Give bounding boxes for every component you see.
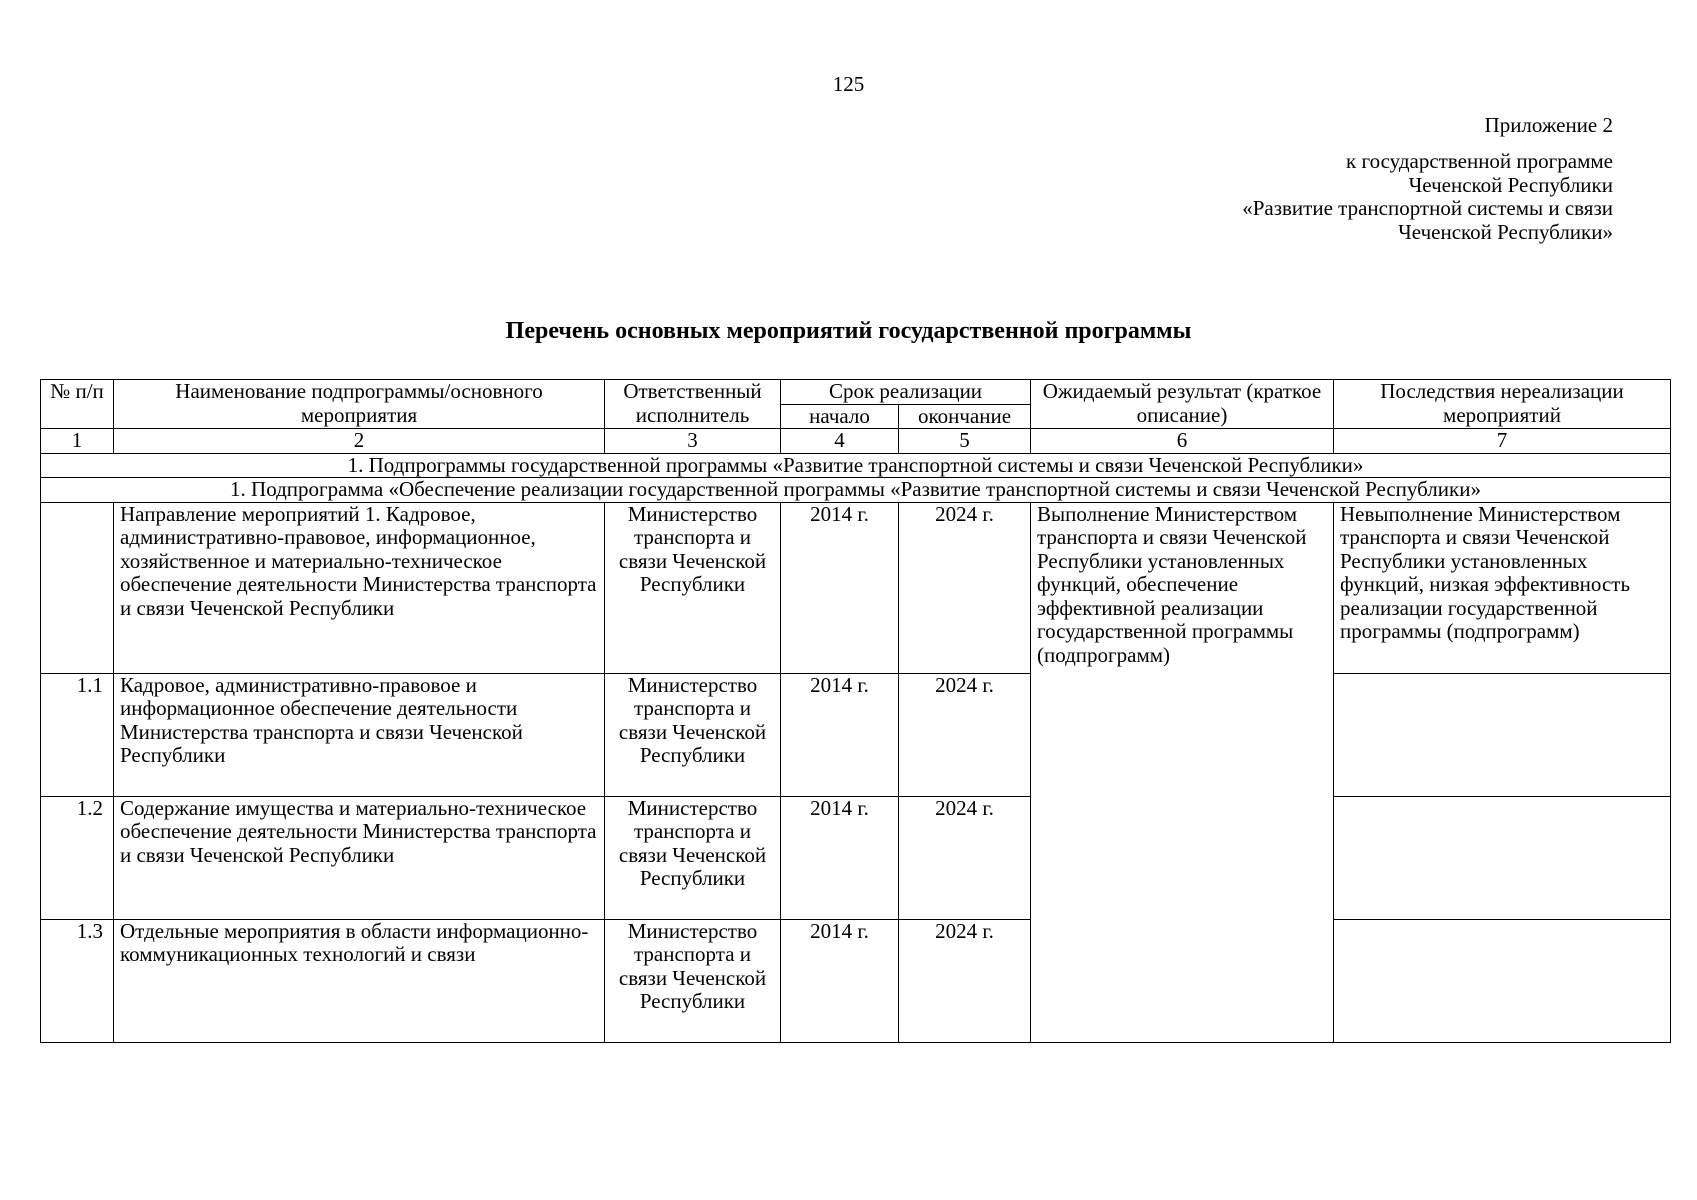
column-number: 7 <box>1334 429 1671 454</box>
row-executor: Министерство транспорта и связи Чеченской Республики <box>605 796 781 919</box>
header-row <box>41 380 1671 405</box>
row-start: 2014 г. <box>781 502 899 673</box>
row-executor: Министерство транспорта и связи Чеченской Республики <box>605 673 781 796</box>
header-result: Ожидаемый результат (краткое описание) <box>1031 380 1334 429</box>
row-consequences <box>1334 796 1671 919</box>
header-consequences: Последствия нереализации мероприятий <box>1334 380 1671 429</box>
header-executor: Ответственный исполнитель <box>605 380 781 429</box>
table-row <box>41 919 1671 1042</box>
column-number: 2 <box>114 429 605 454</box>
table-row <box>41 673 1671 796</box>
row-start: 2014 г. <box>781 673 899 796</box>
row-name: Кадровое, административно-правовое и информационное обеспечение деятельности Министерства транспорта и связи Чеченской Республики <box>114 673 605 796</box>
section-title: 1. Подпрограммы государственной программы «Развитие транспортной системы и связи Чеченской Республики» <box>41 453 1671 478</box>
appendix-line: к государственной программе <box>1346 149 1613 173</box>
header-num: № п/п <box>41 380 114 429</box>
header-end: окончание <box>899 404 1031 429</box>
row-consequences: Невыполнение Министерством транспорта и связи Чеченской Республики установленных функций, низкая эффективность реализации государственной программы (подпрограмм) <box>1334 502 1671 673</box>
row-end: 2024 г. <box>899 673 1031 796</box>
header-period: Срок реализации <box>781 380 1031 405</box>
header-name: Наименование подпрограммы/основного мероприятия <box>114 380 605 429</box>
column-number: 6 <box>1031 429 1334 454</box>
appendix-description <box>1242 150 1613 244</box>
row-executor: Министерство транспорта и связи Чеченской Республики <box>605 919 781 1042</box>
subprogram-row <box>41 478 1671 503</box>
row-consequences <box>1334 673 1671 796</box>
row-num: 1.2 <box>41 796 114 919</box>
row-num: 1.1 <box>41 673 114 796</box>
shared-result: Выполнение Министерством транспорта и связи Чеченской Республики установленных функций, обеспечение эффективной реализации государственной программы (подпрограмм) <box>1031 502 1334 1042</box>
table-row <box>41 796 1671 919</box>
column-numbers-row <box>41 429 1671 454</box>
page-number: 125 <box>832 72 865 96</box>
row-name: Отдельные мероприятия в области информационно-коммуникационных технологий и связи <box>114 919 605 1042</box>
appendix-line: Чеченской Республики» <box>1398 219 1613 244</box>
row-executor: Министерство транспорта и связи Чеченской Республики <box>605 502 781 673</box>
table-row <box>41 502 1671 673</box>
column-number: 3 <box>605 429 781 454</box>
header-start: начало <box>781 404 899 429</box>
subprogram-title: 1. Подпрограмма «Обеспечение реализации государственной программы «Развитие транспортной системы и связи Чеченской Республики» <box>41 478 1671 503</box>
row-consequences <box>1334 919 1671 1042</box>
row-start: 2014 г. <box>781 919 899 1042</box>
column-number: 4 <box>781 429 899 454</box>
measures-table <box>40 379 1671 1043</box>
row-name: Содержание имущества и материально-техническое обеспечение деятельности Министерства транспорта и связи Чеченской Республики <box>114 796 605 919</box>
row-name: Направление мероприятий 1. Кадровое, административно-правовое, информационное, хозяйственное и материально-техническое обеспечение деятельности Министерства транспорта и связи Чеченской Республики <box>114 502 605 673</box>
column-number: 5 <box>899 429 1031 454</box>
appendix-label: Приложение 2 <box>1484 113 1613 137</box>
section-row <box>41 453 1671 478</box>
row-num: 1.3 <box>41 919 114 1042</box>
row-num <box>41 502 114 673</box>
row-end: 2024 г. <box>899 919 1031 1042</box>
row-end: 2024 г. <box>899 796 1031 919</box>
document-title: Перечень основных мероприятий государственной программы <box>505 318 1192 344</box>
appendix-line: «Развитие транспортной системы и связи <box>1242 196 1613 220</box>
row-end: 2024 г. <box>899 502 1031 673</box>
row-start: 2014 г. <box>781 796 899 919</box>
column-number: 1 <box>41 429 114 454</box>
appendix-line: Чеченской Республики <box>1408 172 1613 197</box>
